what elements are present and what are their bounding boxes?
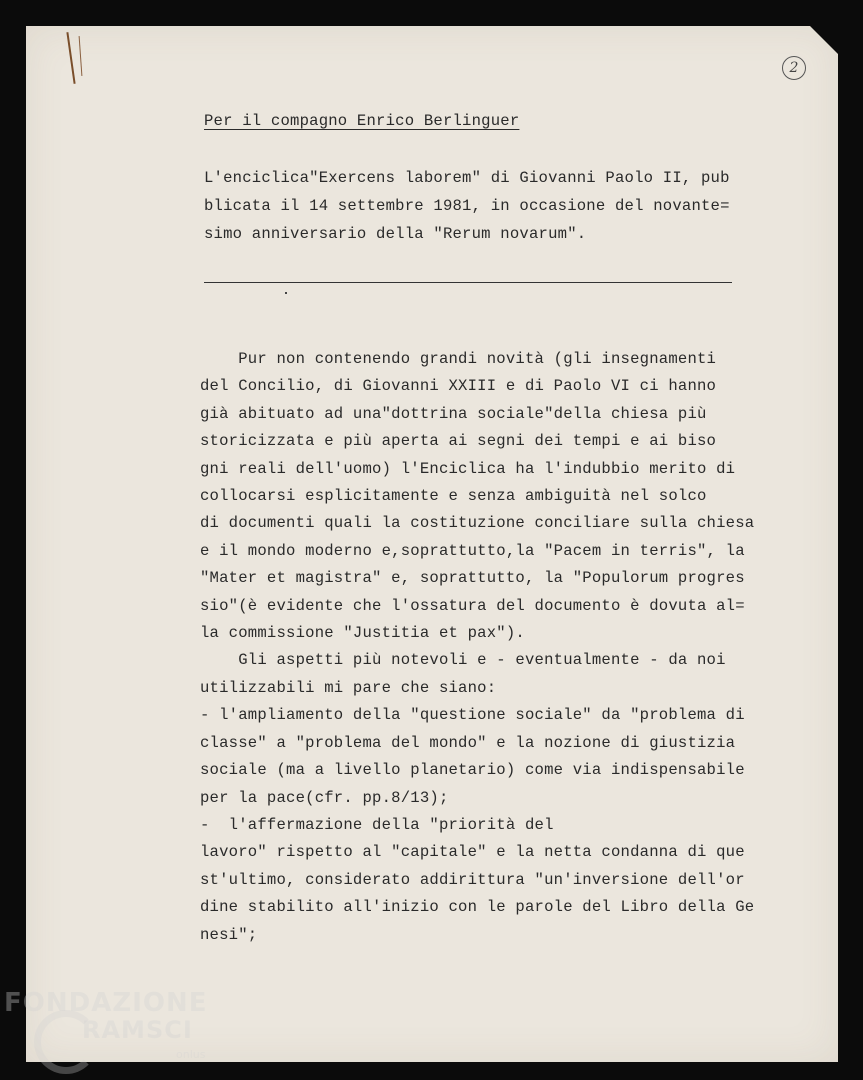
watermark-onlus: onlus [176,1048,206,1061]
folded-corner [810,26,838,54]
document-body: Pur non contenendo grandi novità (gli insegnamenti del Concilio, di Giovanni XXIII e di Paolo VI ci hanno già abituato ad una"dottrina sociale"della chiesa più storicizzata e più aperta ai segni dei tempi e ai biso gni reali dell'uomo) l'Enciclica ha l'indubbio merito di collocarsi esplicitamente e senza ambiguità nel solco di documenti quali la costituzione conciliare sulla chiesa e il mondo moderno e,soprattutto,la "Pacem in terris", la "Mater et magistra" e, soprattutto, la "Populorum progres sio"(è evidente che l'ossatura del documento è dovuta al= la commissione "Justitia et pax"). Gli aspetti più notevoli e - eventualmente - da noi utilizzabili mi pare che siano: - l'ampliamento della "questione sociale" da "problema di classe" a "problema del mondo" e la nozione di giustizia sociale (ma a livello planetario) come via indispensabile per la pace(cfr. pp.8/13); - l'affermazione della "priorità del lavoro" rispetto al "capitale" e la netta condanna di que st'ultimo, considerato addirittura "un'inversione dell'or dine stabilito all'inizio con le parole del Libro della Ge nesi"; [200,350,755,944]
ink-dot [285,292,287,294]
divider-line [204,282,732,283]
document-intro: L'enciclica"Exercens laborem" di Giovanni Paolo II, pub blicata il 14 settembre 1981, in occasione del novante= simo anniversario della "Rerum novarum". [204,169,730,243]
staple-mark [66,32,75,84]
staple-mark-secondary [79,36,83,76]
watermark-gramsci: RAMSCI [82,1016,193,1044]
watermark-fondazione: FONDAZIONE [4,988,208,1018]
document-page [26,26,838,1062]
document-title: Per il compagno Enrico Berlinguer [204,112,520,130]
page-number: 2 [782,56,806,80]
